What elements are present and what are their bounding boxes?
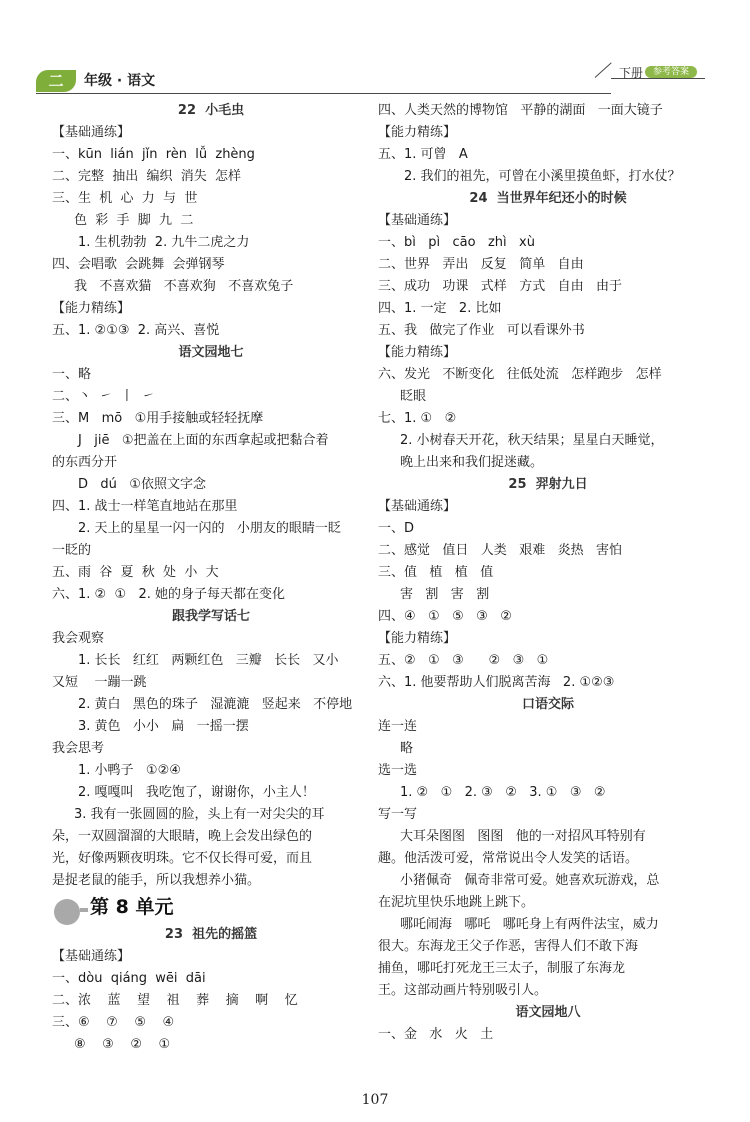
answer-line: 一、D — [378, 521, 415, 536]
answer-line: 略 — [400, 741, 414, 756]
answer-line: 我 不喜欢猫 不喜欢狗 不喜欢兔子 — [74, 279, 294, 294]
answer-line: 又短 一蹦一跳 — [52, 675, 147, 690]
answer-line: 小猪佩奇 佩奇非常可爱。她喜欢玩游戏，总 — [400, 873, 660, 888]
right-column — [378, 100, 718, 1046]
answer-line: 一、略 — [52, 367, 92, 382]
answer-line: 三、值 植 植 值 — [378, 565, 494, 580]
unit-title: 第 8 单元 — [90, 896, 174, 918]
answer-line: 四、1. 一定 2. 比如 — [378, 301, 502, 316]
answer-line: 2. 我们的祖先，可曾在小溪里摸鱼虾，打水仗？ — [404, 169, 681, 184]
answer-line: 1. 小鸭子 ①②④ — [78, 763, 181, 778]
answer-line: 趣。他活泼可爱，常常说出令人发笑的话语。 — [378, 851, 639, 866]
answer-line: 是捉老鼠的能手，所以我想养小猫。 — [52, 873, 261, 888]
lesson-title: 22 小毛虫 — [177, 103, 245, 118]
answer-line: 二、感觉 值日 人类 艰难 炎热 害怕 — [378, 543, 622, 558]
volume-label: 下册 — [619, 66, 644, 80]
answer-line: 二、丶 ㇀ 丨 ㇀ — [52, 389, 155, 404]
answer-line: 四、1. 战士一样笔直地站在那里 — [52, 499, 238, 514]
answer-line: J jiē ①把盖在上面的东西拿起或把黏合着 — [78, 433, 329, 448]
header-rule-slant — [595, 62, 612, 77]
answer-line: 在泥坑里快乐地跳上跳下。 — [378, 895, 535, 910]
answer-line: 四、人类天然的博物馆 平静的湖面 一面大镜子 — [378, 103, 663, 118]
answer-line: 哪吒闹海 哪吒 哪吒身上有两件法宝，威力 — [400, 917, 659, 932]
answer-line: 五、② ① ③ ② ③ ① — [378, 653, 549, 668]
answer-line: 我会观察 — [52, 631, 105, 646]
answer-line: 六、1. 他要帮助人们脱离苦海 2. ①②③ — [378, 675, 615, 690]
answer-line: 六、1. ② ① 2. 她的身子每天都在变化 — [52, 587, 286, 602]
answer-line: 四、④ ① ⑤ ③ ② — [378, 609, 512, 624]
answer-line: 三、⑥ ⑦ ⑤ ④ — [52, 1015, 175, 1030]
lesson-title: 语文园地七 — [178, 345, 244, 360]
answer-line: 一、bì pì cāo zhì xù — [378, 235, 535, 250]
answer-line: 3. 黄色 小小 扁 一摇一摆 — [78, 719, 249, 734]
answer-line: 眨眼 — [400, 389, 427, 404]
answer-line: 2. 小树春天开花，秋天结果；星星白天睡觉， — [400, 433, 664, 448]
left-column — [52, 100, 370, 1056]
lesson-title: 语文园地八 — [515, 1005, 581, 1020]
lesson-title: 24 当世界年纪还小的时候 — [469, 191, 627, 206]
answer-line: 五、1. 可曾 A — [378, 147, 468, 162]
answer-line: 1. 生机勃勃 2. 九牛二虎之力 — [78, 235, 250, 250]
answer-line: 连一连 — [378, 719, 418, 734]
answer-line: 光，好像两颗夜明珠。它不仅长得可爱，而且 — [52, 851, 313, 866]
header-rule-left — [36, 93, 611, 94]
answer-line: 一、dòu qiáng wēi dāi — [52, 971, 206, 986]
answer-line: 1. 长长 红红 两颗红色 三瓣 长长 又小 — [78, 653, 339, 668]
section-label: 【能力精练】 — [52, 301, 131, 316]
answer-line: 3. 我有一张圆圆的脸，头上有一对尖尖的耳 — [74, 807, 325, 822]
answer-line: 三、M mō ①用手接触或轻轻抚摩 — [52, 411, 264, 426]
section-label: 【能力精练】 — [378, 631, 457, 646]
answer-line: 选一选 — [378, 763, 418, 778]
answer-line: 一、金 水 火 土 — [378, 1027, 494, 1042]
unit-circle-icon — [54, 899, 80, 925]
grade-badge: 二 — [36, 70, 76, 92]
lesson-title: 23 祖先的摇篮 — [164, 927, 258, 942]
answer-line: 五、我 做完了作业 可以看课外书 — [378, 323, 585, 338]
answer-line: 三、生 机 心 力 与 世 — [52, 191, 198, 206]
answer-line: 六、发光 不断变化 往低处流 怎样跑步 怎样 — [378, 367, 662, 382]
answer-line: 1. ② ① 2. ③ ② 3. ① ③ ② — [400, 785, 606, 800]
answer-line: 的东西分开 — [52, 455, 118, 470]
answer-line: 三、成功 功课 式样 方式 自由 由于 — [378, 279, 622, 294]
answer-line: 四、会唱歌 会跳舞 会弹钢琴 — [52, 257, 225, 272]
answer-line: 七、1. ① ② — [378, 411, 457, 426]
answer-line: 2. 天上的星星一闪一闪的 小朋友的眼睛一眨 — [78, 521, 341, 536]
answer-line: 二、世界 弄出 反复 简单 自由 — [378, 257, 584, 272]
section-label: 【能力精练】 — [378, 345, 457, 360]
answer-line: 一、kūn lián jǐn rèn lǚ zhèng — [52, 147, 255, 162]
answer-line: 色 彩 手 脚 九 二 — [74, 213, 194, 228]
section-label: 【基础通练】 — [52, 125, 131, 140]
lesson-title: 口语交际 — [521, 697, 574, 712]
answer-line: 2. 嘎嘎叫 我吃饱了，谢谢你，小主人！ — [78, 785, 315, 800]
unit-heading — [52, 894, 370, 924]
answer-line: 五、雨 谷 夏 秋 处 小 大 — [52, 565, 219, 580]
answer-line: 二、浓 蓝 望 祖 葬 摘 啊 忆 — [52, 993, 298, 1008]
answer-badge: 参考答案 — [645, 66, 697, 78]
page-number: 107 — [361, 1092, 389, 1108]
answer-line: 五、1. ②①③ 2. 高兴、喜悦 — [52, 323, 220, 338]
lesson-title: 跟我学写话七 — [171, 609, 250, 624]
answer-line: 一眨的 — [52, 543, 92, 558]
section-label: 【基础通练】 — [378, 499, 457, 514]
answer-line: D dú ①依照文字念 — [78, 477, 206, 492]
subject-label: 年级 · 语文 — [84, 73, 156, 89]
answer-line: 我会思考 — [52, 741, 105, 756]
answer-line: 朵，一双圆溜溜的大眼睛，晚上会发出绿色的 — [52, 829, 313, 844]
answer-line: 晚上出来和我们捉迷藏。 — [400, 455, 544, 470]
lesson-title: 25 羿射九日 — [508, 477, 588, 492]
answer-line: 捕鱼，哪吒打死龙王三太子，制服了东海龙 — [378, 961, 626, 976]
answer-line: 害 割 害 割 — [400, 587, 490, 602]
section-label: 【基础通练】 — [378, 213, 457, 228]
answer-line: 大耳朵图图 图图 他的一对招风耳特别有 — [400, 829, 646, 844]
section-label: 【基础通练】 — [52, 949, 131, 964]
answer-line: ⑧ ③ ② ① — [74, 1037, 171, 1052]
unit-bar-icon — [80, 908, 88, 912]
answer-line: 2. 黄白 黑色的珠子 湿漉漉 竖起来 不停地 — [78, 697, 353, 712]
page-header — [0, 0, 750, 100]
answer-line: 王。这部动画片特别吸引人。 — [378, 983, 548, 998]
answer-line: 写一写 — [378, 807, 418, 822]
answer-line: 二、完整 抽出 编织 消失 怎样 — [52, 169, 242, 184]
section-label: 【能力精练】 — [378, 125, 457, 140]
answer-line: 很大。东海龙王父子作恶，害得人们不敢下海 — [378, 939, 639, 954]
